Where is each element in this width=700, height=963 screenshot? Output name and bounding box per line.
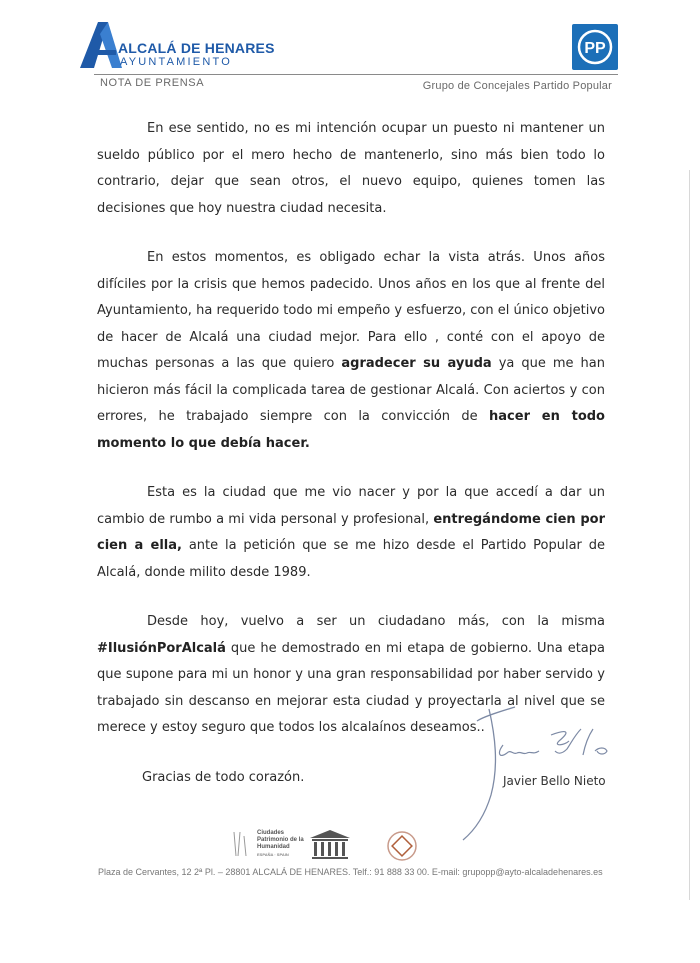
text-run: Desde hoy, vuelvo a ser un ciudadano más, con la misma [147, 614, 605, 629]
brand-title: ALCALÁ DE HENARES [118, 40, 275, 56]
text-run: En ese sentido, no es mi intención ocupar un puesto ni mantener un sueldo público por el mero hecho de mantenerlo, sino más bien todo lo contrario, dejar que sean otros, el nuevo equipo, quienes tomen las decisiones que hoy nuestra ciudad necesita. [97, 121, 605, 216]
bold-text: hacer en todo momento lo que debía hacer. [97, 409, 605, 451]
unesco-icon [310, 830, 350, 859]
paragraph [97, 480, 605, 586]
signatory-name: Javier Bello Nieto [503, 774, 606, 788]
grupo-label: Grupo de Concejales Partido Popular [422, 80, 612, 92]
closing-line: Gracias de todo corazón. [142, 769, 305, 785]
ciudades-patrimonio-label [235, 830, 315, 858]
text-run: ante la petición que se me hizo desde el Partido Popular de Alcalá, donde milito desde 1989. [97, 538, 605, 580]
ciudades-label: Ciudades Patrimonio de la Humanidad [257, 830, 304, 850]
text-run: Esta es la ciudad que me vio nacer y por la que accedí a dar un cambio de rumbo a mi vida personal y profesional, [97, 485, 605, 527]
partido-popular-logo [572, 24, 618, 70]
ayuntamiento-logo [78, 20, 275, 70]
scan-edge-line [689, 170, 690, 900]
bold-text: #IlusiónPorAlcalá [97, 640, 226, 656]
paragraph [97, 116, 605, 222]
paragraph [97, 245, 605, 457]
pp-logo-icon [572, 24, 618, 70]
text-run: que he demostrado en mi etapa de gobierno. Una etapa que supone para mi un honor y una gran responsabilidad por haber servido y trabajado sin descanso en mejorar esta ciudad y proyectarla al nivel que se merece y estoy seguro que todos los alcalaínos deseamos.. [97, 640, 605, 735]
world-heritage-emblem-icon [388, 832, 416, 860]
ciudades-sub-label: ESPAÑA · SPAIN [257, 852, 289, 857]
footer-address: Plaza de Cervantes, 12 2ª Pl. – 28801 ALCALÁ DE HENARES. Telf.: 91 888 33 00. E-mail: grupopp@ayto-alcaladehenares.es [98, 867, 603, 877]
header-divider [94, 74, 618, 75]
bold-text: entregándome cien por cien a ella, [97, 511, 605, 553]
brand-subtitle: AYUNTAMIENTO [120, 56, 232, 68]
bold-text: agradecer su ayuda [341, 356, 492, 371]
nota-de-prensa-label: NOTA DE PRENSA [100, 77, 205, 89]
pp-logo-text: PP [584, 40, 606, 57]
text-run: En estos momentos, es obligado echar la vista atrás. Unos años difíciles por la crisis que hemos padecido. Unos años en los que al frente del Ayuntamiento, ha requerido todo mi empeño y esfuerzo, con el único objetivo de hacer de Alcalá una ciudad mejor. Para ello , conté con el apoyo de muchas personas a las que quiero [97, 250, 605, 371]
text-run: ya que me han hicieron más fácil la complicada tarea de gestionar Alcalá. Con aciertos y con errores, he trabajado siempre con la convicción de [97, 356, 605, 424]
handwritten-signature [455, 695, 625, 845]
